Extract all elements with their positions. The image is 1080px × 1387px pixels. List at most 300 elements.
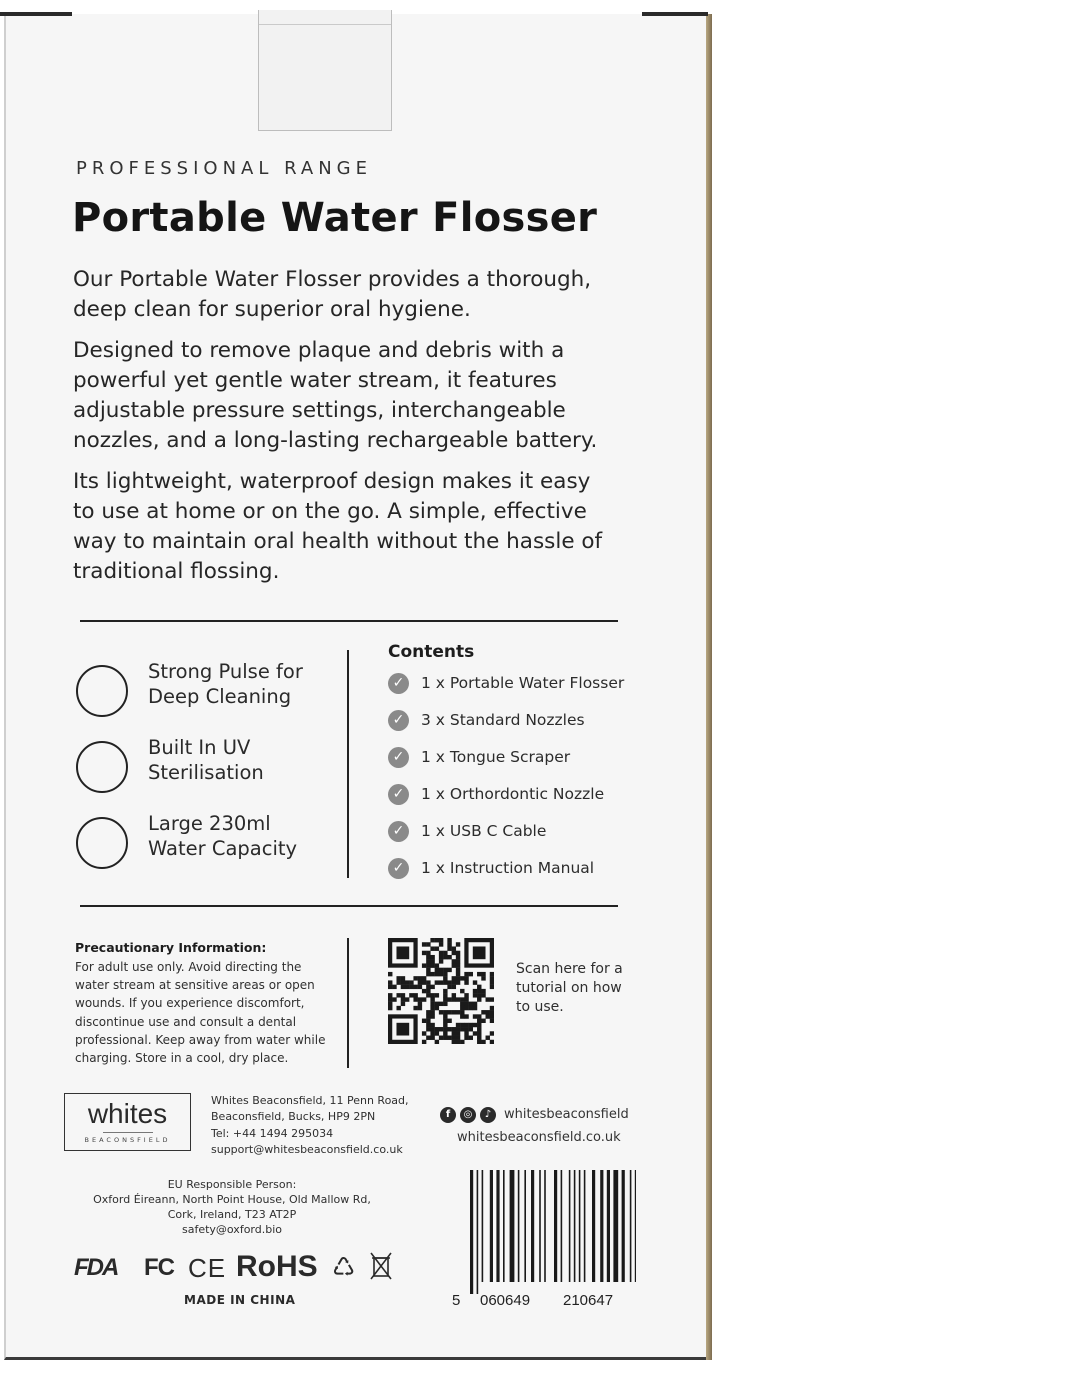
qr-module bbox=[490, 980, 494, 984]
qr-module bbox=[473, 993, 477, 997]
qr-module bbox=[447, 942, 451, 946]
instagram-icon: ◎ bbox=[460, 1107, 476, 1123]
description-paragraph: Designed to remove plaque and debris with a powerful yet gentle water stream, it features adjustable pressure settings, interchangeable nozzles, and a long-lasting rechargeable battery. bbox=[73, 338, 598, 453]
social-handle: whitesbeaconsfield bbox=[504, 1107, 629, 1122]
qr-module bbox=[430, 955, 434, 959]
qr-module bbox=[452, 963, 456, 967]
eu-email: safety@oxford.bio bbox=[181, 1223, 282, 1236]
qr-module bbox=[456, 959, 460, 963]
qr-module bbox=[469, 1002, 473, 1006]
qr-module bbox=[447, 980, 451, 984]
qr-module bbox=[481, 972, 485, 976]
qr-module bbox=[439, 972, 443, 976]
qr-caption: Scan here for a tutorial on how to use. bbox=[516, 961, 623, 1015]
qr-module bbox=[430, 1006, 434, 1010]
qr-module bbox=[486, 1014, 490, 1018]
qr-module bbox=[456, 968, 460, 972]
qr-module bbox=[435, 972, 439, 976]
qr-module bbox=[435, 980, 439, 984]
email-line: support@whitesbeaconsfield.co.uk bbox=[211, 1142, 403, 1156]
qr-module bbox=[469, 972, 473, 976]
qr-module bbox=[460, 1014, 464, 1018]
qr-module bbox=[456, 997, 460, 1001]
eu-heading: EU Responsible Person: bbox=[167, 1178, 297, 1191]
barcode-left-digits: 060649 bbox=[480, 1292, 531, 1309]
qr-module bbox=[418, 1002, 422, 1006]
feature-strong-pulse bbox=[76, 660, 336, 721]
qr-module bbox=[460, 989, 464, 993]
qr-module bbox=[452, 997, 456, 1001]
qr-module bbox=[469, 1036, 473, 1040]
qr-module bbox=[477, 972, 481, 976]
qr-module bbox=[422, 963, 426, 967]
qr-module bbox=[388, 993, 392, 997]
barcode-bar bbox=[630, 1170, 632, 1282]
qr-module bbox=[447, 1019, 451, 1023]
qr-module bbox=[418, 976, 422, 980]
qr-module bbox=[401, 985, 405, 989]
qr-module bbox=[469, 1027, 473, 1031]
qr-module bbox=[422, 951, 426, 955]
qr-module bbox=[401, 980, 405, 984]
qr-finder bbox=[473, 946, 486, 959]
qr-module bbox=[435, 946, 439, 950]
column-divider bbox=[347, 650, 349, 878]
barcode-bar bbox=[539, 1170, 541, 1282]
qr-module bbox=[443, 1014, 447, 1018]
qr-module bbox=[409, 993, 413, 997]
qr-module bbox=[439, 959, 443, 963]
qr-module bbox=[456, 951, 460, 955]
qr-module bbox=[426, 980, 430, 984]
barcode-bar bbox=[584, 1170, 586, 1282]
qr-module bbox=[435, 963, 439, 967]
qr-module bbox=[490, 997, 494, 1001]
qr-module bbox=[439, 968, 443, 972]
qr-module bbox=[477, 993, 481, 997]
qr-module bbox=[430, 972, 434, 976]
qr-module bbox=[443, 1002, 447, 1006]
qr-module bbox=[426, 993, 430, 997]
qr-module bbox=[456, 1010, 460, 1014]
qr-module bbox=[456, 1040, 460, 1044]
qr-module bbox=[464, 972, 468, 976]
qr-module bbox=[452, 1040, 456, 1044]
qr-module bbox=[422, 1040, 426, 1044]
barcode-right-digits: 210647 bbox=[563, 1292, 614, 1309]
qr-module bbox=[443, 951, 447, 955]
qr-module bbox=[447, 997, 451, 1001]
qr-module bbox=[481, 1010, 485, 1014]
description-paragraph: Our Portable Water Flosser provides a thorough, deep clean for superior oral hygiene. bbox=[73, 267, 592, 322]
qr-module bbox=[456, 963, 460, 967]
facebook-icon: f bbox=[440, 1107, 456, 1123]
qr-module bbox=[439, 942, 443, 946]
barcode bbox=[464, 1170, 636, 1294]
qr-module bbox=[460, 1027, 464, 1031]
qr-module bbox=[388, 1002, 392, 1006]
qr-module bbox=[422, 989, 426, 993]
qr-module bbox=[452, 951, 456, 955]
box-side-edge bbox=[706, 14, 712, 1360]
qr-module bbox=[447, 1036, 451, 1040]
logo-rule bbox=[103, 1132, 153, 1133]
qr-module bbox=[439, 1036, 443, 1040]
qr-module bbox=[426, 959, 430, 963]
tiktok-icon: ♪ bbox=[480, 1107, 496, 1123]
qr-module bbox=[430, 963, 434, 967]
barcode-bar bbox=[635, 1170, 636, 1282]
qr-module bbox=[435, 1027, 439, 1031]
website-url: whitesbeaconsfield.co.uk bbox=[457, 1130, 621, 1145]
qr-module bbox=[430, 959, 434, 963]
qr-module bbox=[439, 1002, 443, 1006]
qr-module bbox=[473, 989, 477, 993]
qr-module bbox=[426, 968, 430, 972]
qr-module bbox=[435, 1031, 439, 1035]
qr-module bbox=[426, 985, 430, 989]
contents-item-label: 1 x Portable Water Flosser bbox=[421, 674, 625, 692]
barcode-bar bbox=[574, 1170, 576, 1282]
qr-module bbox=[430, 1002, 434, 1006]
address-line: Whites Beaconsfield, 11 Penn Road, bbox=[211, 1094, 409, 1107]
address-line: Beaconsfield, Bucks, HP9 2PN bbox=[211, 1110, 376, 1124]
qr-module bbox=[396, 1006, 400, 1010]
qr-module bbox=[452, 976, 456, 980]
qr-module bbox=[464, 1036, 468, 1040]
contents-item-label: 1 x Orthordontic Nozzle bbox=[421, 785, 605, 803]
qr-module bbox=[486, 1036, 490, 1040]
qr-module bbox=[456, 980, 460, 984]
qr-module bbox=[388, 997, 392, 1001]
qr-module bbox=[426, 951, 430, 955]
qr-module bbox=[388, 980, 392, 984]
qr-module bbox=[439, 1010, 443, 1014]
qr-module bbox=[413, 976, 417, 980]
qr-module bbox=[405, 985, 409, 989]
qr-module bbox=[430, 1036, 434, 1040]
qr-module bbox=[439, 938, 443, 942]
qr-module bbox=[426, 1014, 430, 1018]
qr-module bbox=[435, 1006, 439, 1010]
barcode-bar bbox=[510, 1170, 515, 1282]
qr-module bbox=[473, 1014, 477, 1018]
qr-module bbox=[435, 1002, 439, 1006]
check-icon: ✓ bbox=[388, 747, 409, 768]
brand-logo bbox=[64, 1093, 191, 1151]
qr-module bbox=[477, 1040, 481, 1044]
qr-module bbox=[426, 1023, 430, 1027]
fda-mark: FDA bbox=[74, 1254, 118, 1281]
box-tuck-tab bbox=[258, 10, 392, 131]
product-title: Portable Water Flosser bbox=[72, 195, 598, 241]
contents-item-label: 1 x Instruction Manual bbox=[421, 859, 595, 877]
qr-module bbox=[430, 1027, 434, 1031]
contents-heading: Contents bbox=[388, 642, 475, 662]
qr-module bbox=[435, 968, 439, 972]
qr-module bbox=[426, 1027, 430, 1031]
qr-module bbox=[422, 980, 426, 984]
barcode-bar bbox=[569, 1170, 571, 1282]
qr-module bbox=[413, 997, 417, 1001]
qr-module bbox=[481, 976, 485, 980]
country-of-origin: MADE IN CHINA bbox=[184, 1293, 296, 1307]
feature-water-capacity bbox=[76, 812, 336, 873]
qr-module bbox=[443, 997, 447, 1001]
recycle-icon: ♺ bbox=[332, 1252, 356, 1282]
qr-module bbox=[430, 1010, 434, 1014]
barcode-bar bbox=[482, 1170, 484, 1282]
qr-module bbox=[443, 1010, 447, 1014]
qr-module bbox=[481, 1019, 485, 1023]
column-divider bbox=[347, 938, 349, 1068]
qr-module bbox=[477, 1023, 481, 1027]
qr-module bbox=[443, 993, 447, 997]
feature-label: Built In UV Sterilisation bbox=[148, 736, 264, 784]
qr-module bbox=[430, 1023, 434, 1027]
qr-module bbox=[388, 972, 392, 976]
feature-circle-icon bbox=[76, 665, 128, 717]
precaution-text: For adult use only. Avoid directing the water stream at sensitive areas or open wounds. If you experience discomfort, discontinue use and consult a dental professional. Keep away from water while charging. Store in a cool, dry place. bbox=[75, 960, 326, 1066]
qr-module bbox=[456, 1036, 460, 1040]
qr-module bbox=[464, 993, 468, 997]
qr-module bbox=[481, 993, 485, 997]
qr-module bbox=[443, 976, 447, 980]
qr-module bbox=[443, 1031, 447, 1035]
qr-module bbox=[447, 955, 451, 959]
rohs-mark: RoHS bbox=[236, 1250, 318, 1283]
contents-item-label: 3 x Standard Nozzles bbox=[421, 711, 585, 729]
check-icon: ✓ bbox=[388, 821, 409, 842]
qr-module bbox=[452, 959, 456, 963]
barcode-bar bbox=[579, 1170, 581, 1282]
qr-module bbox=[418, 985, 422, 989]
social-links bbox=[440, 1104, 629, 1122]
qr-module bbox=[447, 946, 451, 950]
qr-module bbox=[443, 989, 447, 993]
qr-module bbox=[477, 1036, 481, 1040]
qr-module bbox=[469, 1023, 473, 1027]
qr-module bbox=[452, 1031, 456, 1035]
qr-code[interactable] bbox=[388, 938, 494, 1044]
qr-module bbox=[443, 1027, 447, 1031]
check-icon: ✓ bbox=[388, 710, 409, 731]
feature-circle-icon bbox=[76, 741, 128, 793]
check-icon: ✓ bbox=[388, 858, 409, 879]
qr-module bbox=[443, 1019, 447, 1023]
qr-module bbox=[447, 1027, 451, 1031]
qr-module bbox=[464, 1031, 468, 1035]
qr-finder bbox=[396, 946, 409, 959]
phone-line: Tel: +44 1494 295034 bbox=[211, 1126, 334, 1140]
qr-module bbox=[426, 942, 430, 946]
qr-module bbox=[490, 1040, 494, 1044]
barcode-bar bbox=[561, 1170, 563, 1282]
eu-address-line: Cork, Ireland, T23 AT2P bbox=[167, 1208, 297, 1221]
qr-finder bbox=[396, 1023, 409, 1036]
qr-module bbox=[409, 980, 413, 984]
feature-uv-sterilisation bbox=[76, 736, 336, 797]
qr-module bbox=[460, 1023, 464, 1027]
qr-module bbox=[392, 997, 396, 1001]
qr-module bbox=[490, 1031, 494, 1035]
top-flap-edge bbox=[642, 12, 708, 16]
barcode-bar bbox=[592, 1170, 595, 1282]
company-address bbox=[211, 1093, 409, 1158]
ce-mark: CE bbox=[188, 1253, 227, 1283]
contents-item-label: 1 x Tongue Scraper bbox=[421, 748, 571, 766]
qr-module bbox=[388, 1006, 392, 1010]
qr-module bbox=[443, 968, 447, 972]
precaution-heading: Precautionary Information: bbox=[75, 940, 267, 955]
barcode-bar bbox=[554, 1170, 557, 1282]
qr-module bbox=[430, 997, 434, 1001]
qr-module bbox=[477, 985, 481, 989]
qr-module bbox=[464, 1027, 468, 1031]
qr-module bbox=[456, 1023, 460, 1027]
qr-module bbox=[473, 1031, 477, 1035]
qr-module bbox=[447, 968, 451, 972]
qr-module bbox=[426, 955, 430, 959]
qr-module bbox=[430, 946, 434, 950]
qr-module bbox=[401, 997, 405, 1001]
qr-module bbox=[413, 985, 417, 989]
qr-module bbox=[490, 1006, 494, 1010]
barcode-bar bbox=[490, 1170, 493, 1282]
qr-module bbox=[490, 976, 494, 980]
qr-module bbox=[464, 976, 468, 980]
qr-module bbox=[452, 946, 456, 950]
qr-module bbox=[473, 980, 477, 984]
section-divider bbox=[80, 620, 618, 622]
qr-module bbox=[401, 993, 405, 997]
qr-module bbox=[464, 980, 468, 984]
description-paragraph: Its lightweight, waterproof design makes it easy to use at home or on the go. A simple, effective way to maintain oral health without the hassle of traditional flossing. bbox=[73, 469, 603, 584]
qr-module bbox=[430, 938, 434, 942]
qr-module bbox=[422, 976, 426, 980]
qr-module bbox=[460, 1010, 464, 1014]
qr-module bbox=[418, 980, 422, 984]
qr-module bbox=[477, 1027, 481, 1031]
barcode-bar bbox=[496, 1170, 499, 1282]
qr-module bbox=[481, 989, 485, 993]
qr-module bbox=[456, 942, 460, 946]
qr-module bbox=[405, 997, 409, 1001]
qr-module bbox=[464, 1002, 468, 1006]
barcode-bar bbox=[524, 1170, 526, 1282]
range-eyebrow: PROFESSIONAL RANGE bbox=[76, 158, 372, 179]
qr-module bbox=[490, 1010, 494, 1014]
qr-module bbox=[490, 1019, 494, 1023]
qr-module bbox=[456, 976, 460, 980]
qr-module bbox=[464, 1006, 468, 1010]
qr-module bbox=[401, 1002, 405, 1006]
qr-module bbox=[460, 1002, 464, 1006]
barcode-bar bbox=[600, 1170, 603, 1282]
barcode-bar bbox=[503, 1170, 505, 1282]
qr-module bbox=[439, 1027, 443, 1031]
top-flap-edge bbox=[0, 12, 72, 16]
qr-module bbox=[388, 985, 392, 989]
qr-module bbox=[477, 1014, 481, 1018]
qr-module bbox=[469, 1006, 473, 1010]
qr-module bbox=[452, 1027, 456, 1031]
weee-bin-icon bbox=[370, 1252, 392, 1280]
barcode-bar bbox=[531, 1170, 534, 1282]
qr-module bbox=[464, 1014, 468, 1018]
qr-module bbox=[422, 942, 426, 946]
feature-label: Strong Pulse for Deep Cleaning bbox=[148, 660, 303, 708]
qr-module bbox=[456, 1031, 460, 1035]
qr-module bbox=[430, 985, 434, 989]
qr-module bbox=[430, 993, 434, 997]
barcode-bar bbox=[607, 1170, 610, 1282]
qr-module bbox=[413, 993, 417, 997]
check-icon: ✓ bbox=[388, 784, 409, 805]
qr-module bbox=[452, 993, 456, 997]
qr-module bbox=[477, 989, 481, 993]
qr-module bbox=[481, 1040, 485, 1044]
qr-module bbox=[422, 1031, 426, 1035]
qr-module bbox=[460, 976, 464, 980]
qr-module bbox=[396, 976, 400, 980]
qr-module bbox=[490, 985, 494, 989]
qr-module bbox=[426, 1036, 430, 1040]
qr-module bbox=[418, 1006, 422, 1010]
barcode-bar bbox=[477, 1170, 479, 1294]
barcode-bar bbox=[613, 1170, 618, 1282]
qr-module bbox=[439, 951, 443, 955]
feature-circle-icon bbox=[76, 817, 128, 869]
qr-module bbox=[452, 1010, 456, 1014]
qr-module bbox=[452, 980, 456, 984]
qr-module bbox=[435, 993, 439, 997]
qr-module bbox=[456, 955, 460, 959]
qr-module bbox=[460, 1040, 464, 1044]
qr-module bbox=[443, 955, 447, 959]
qr-module bbox=[396, 993, 400, 997]
qr-module bbox=[486, 997, 490, 1001]
qr-module bbox=[447, 938, 451, 942]
qr-module bbox=[473, 1002, 477, 1006]
qr-module bbox=[473, 1023, 477, 1027]
qr-module bbox=[477, 1019, 481, 1023]
barcode-first-digit: 5 bbox=[452, 1292, 461, 1309]
qr-module bbox=[460, 997, 464, 1001]
barcode-bar bbox=[518, 1170, 520, 1282]
qr-module bbox=[443, 1036, 447, 1040]
qr-module bbox=[422, 1019, 426, 1023]
section-divider bbox=[80, 905, 618, 907]
feature-label: Large 230ml Water Capacity bbox=[148, 812, 298, 860]
qr-module bbox=[477, 997, 481, 1001]
qr-module bbox=[426, 1019, 430, 1023]
check-icon: ✓ bbox=[388, 673, 409, 694]
barcode-bar bbox=[622, 1170, 625, 1282]
barcode-bar bbox=[470, 1170, 473, 1294]
qr-module bbox=[443, 972, 447, 976]
qr-module bbox=[490, 1014, 494, 1018]
fc-mark: FC bbox=[144, 1254, 174, 1281]
qr-module bbox=[456, 972, 460, 976]
qr-module bbox=[435, 1040, 439, 1044]
qr-module bbox=[426, 1010, 430, 1014]
qr-module bbox=[439, 980, 443, 984]
qr-module bbox=[452, 985, 456, 989]
eu-address-line: Oxford Éireann, North Point House, Old Mallow Rd, bbox=[93, 1193, 371, 1206]
qr-module bbox=[460, 1006, 464, 1010]
qr-module bbox=[396, 980, 400, 984]
